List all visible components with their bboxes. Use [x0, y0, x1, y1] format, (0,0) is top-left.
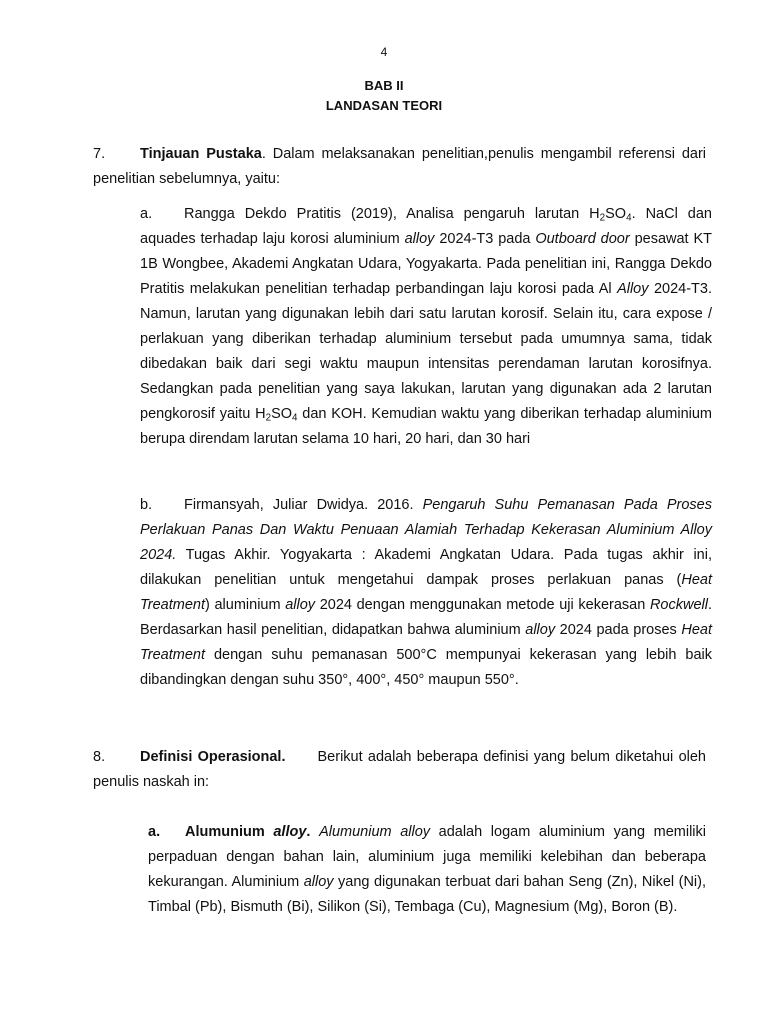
- item-a-text: SO: [271, 406, 293, 422]
- subscript: 2: [599, 212, 606, 224]
- item-a-text: 2024-T3. Namun, larutan yang digunakan lebih dari satu larutan korosif. Selain itu, cara expose / perlakuan yang diberikan terhadap aluminium tersebut pada umumnya sama, tidak dibedakan baik dari segi waktu maupun intensitas perendaman larutan korosifnya. Sedangkan pada penelitian yang saya lakukan, larutan yang digunakan ada 2 larutan pengkorosif yaitu H: [140, 281, 712, 422]
- italic-term: Rockwell: [649, 597, 708, 613]
- section-7-number: 7.: [93, 146, 106, 162]
- item-b-text: Tugas Akhir. Yogyakarta : Akademi Angkatan Udara. Pada tugas akhir ini, dilakukan penelitian untuk mengetahui dampak proses perlakuan panas (: [140, 547, 712, 588]
- chapter-number: BAB II: [364, 78, 404, 93]
- def-term-dot: .: [306, 824, 311, 840]
- italic-term: Heat Treatment: [140, 572, 712, 613]
- italic-term: Heat Treatment: [140, 622, 712, 663]
- item-b-text: 2024 dengan menggunakan metode uji kekerasan: [315, 597, 650, 613]
- item-b-text: 2024 pada proses: [555, 622, 682, 638]
- def-a-text: yang digunakan terbuat dari bahan Seng (Zn), Nikel (Ni), Timbal (Pb), Bismuth (Bi), Silikon (Si), Tembaga (Cu), Magnesium (Mg), Boron (B).: [148, 874, 707, 915]
- definition-item-a: [148, 820, 706, 920]
- def-a-text: adalah logam aluminium yang memiliki perpaduan dengan bahan lain, aluminium juga memiliki kelebihan dan beberapa kekurangan. Aluminium: [148, 824, 706, 890]
- italic-title: Pengaruh Suhu Pemanasan Pada Proses Perlakuan Panas Dan Waktu Penuaan Alamiah Terhadap Kekerasan Aluminium Alloy 2024.: [140, 497, 712, 563]
- section-8-number: 8.: [93, 749, 106, 765]
- italic-term: Alloy: [617, 281, 649, 297]
- item-a-text: . NaCl dan aquades terhadap laju korosi aluminium: [140, 206, 712, 247]
- section-8-title: Definisi Operasional.: [140, 749, 286, 765]
- item-b-text: dengan suhu pemanasan 500°C mempunyai kekerasan yang lebih baik dibandingkan dengan suhu 350°, 400°, 450° maupun 550°.: [140, 647, 712, 688]
- italic-term: alloy: [285, 597, 316, 613]
- reference-item-b: [140, 493, 712, 693]
- subscript: 4: [626, 212, 632, 224]
- section-7-title: Tinjauan Pustaka: [140, 146, 262, 162]
- item-a-text: pesawat KT 1B Wongbee, Akademi Angkatan Udara, Yogyakarta. Pada penelitian ini, Rangga Dekdo Pratitis melakukan penelitian terhadap perbandingan laju korosi pada Al: [140, 231, 712, 297]
- italic-term: alloy: [303, 874, 334, 890]
- italic-term: alloy: [525, 622, 556, 638]
- section-8-paragraph: [93, 745, 706, 795]
- item-a-text: dan KOH. Kemudian waktu yang diberikan terhadap aluminium berupa direndam larutan selama 10 hari, 20 hari, dan 30 hari: [140, 406, 713, 447]
- reference-item-a: [140, 202, 712, 452]
- subscript: 4: [292, 412, 298, 424]
- item-a-label: a.: [140, 206, 153, 222]
- def-a-label: a.: [148, 824, 161, 840]
- page-number: 4: [380, 45, 388, 59]
- section-7-paragraph: [93, 142, 706, 192]
- item-b-label: b.: [140, 497, 153, 513]
- item-a-text: SO: [605, 206, 627, 222]
- italic-term: Alumunium alloy: [319, 824, 431, 840]
- subscript: 2: [265, 412, 272, 424]
- italic-term: alloy: [404, 231, 435, 247]
- item-a-text: Rangga Dekdo Pratitis (2019), Analisa pengaruh larutan H: [184, 206, 600, 222]
- section-8-intro: Berikut adalah beberapa definisi yang belum diketahui oleh penulis naskah in:: [93, 749, 706, 790]
- section-7-intro: . Dalam melaksanakan penelitian,penulis mengambil referensi dari penelitian sebelumnya, yaitu:: [93, 146, 706, 187]
- chapter-title: LANDASAN TEORI: [325, 98, 443, 113]
- item-b-text: . Berdasarkan hasil penelitian, didapatkan bahwa aluminium: [140, 597, 712, 638]
- item-b-text: ) aluminium: [205, 597, 286, 613]
- def-term-italic: alloy: [273, 824, 307, 840]
- italic-term: Outboard door: [535, 231, 630, 247]
- item-b-text: Firmansyah, Juliar Dwidya. 2016.: [184, 497, 423, 513]
- item-a-text: 2024-T3 pada: [434, 231, 536, 247]
- def-term: Alumunium: [185, 824, 274, 840]
